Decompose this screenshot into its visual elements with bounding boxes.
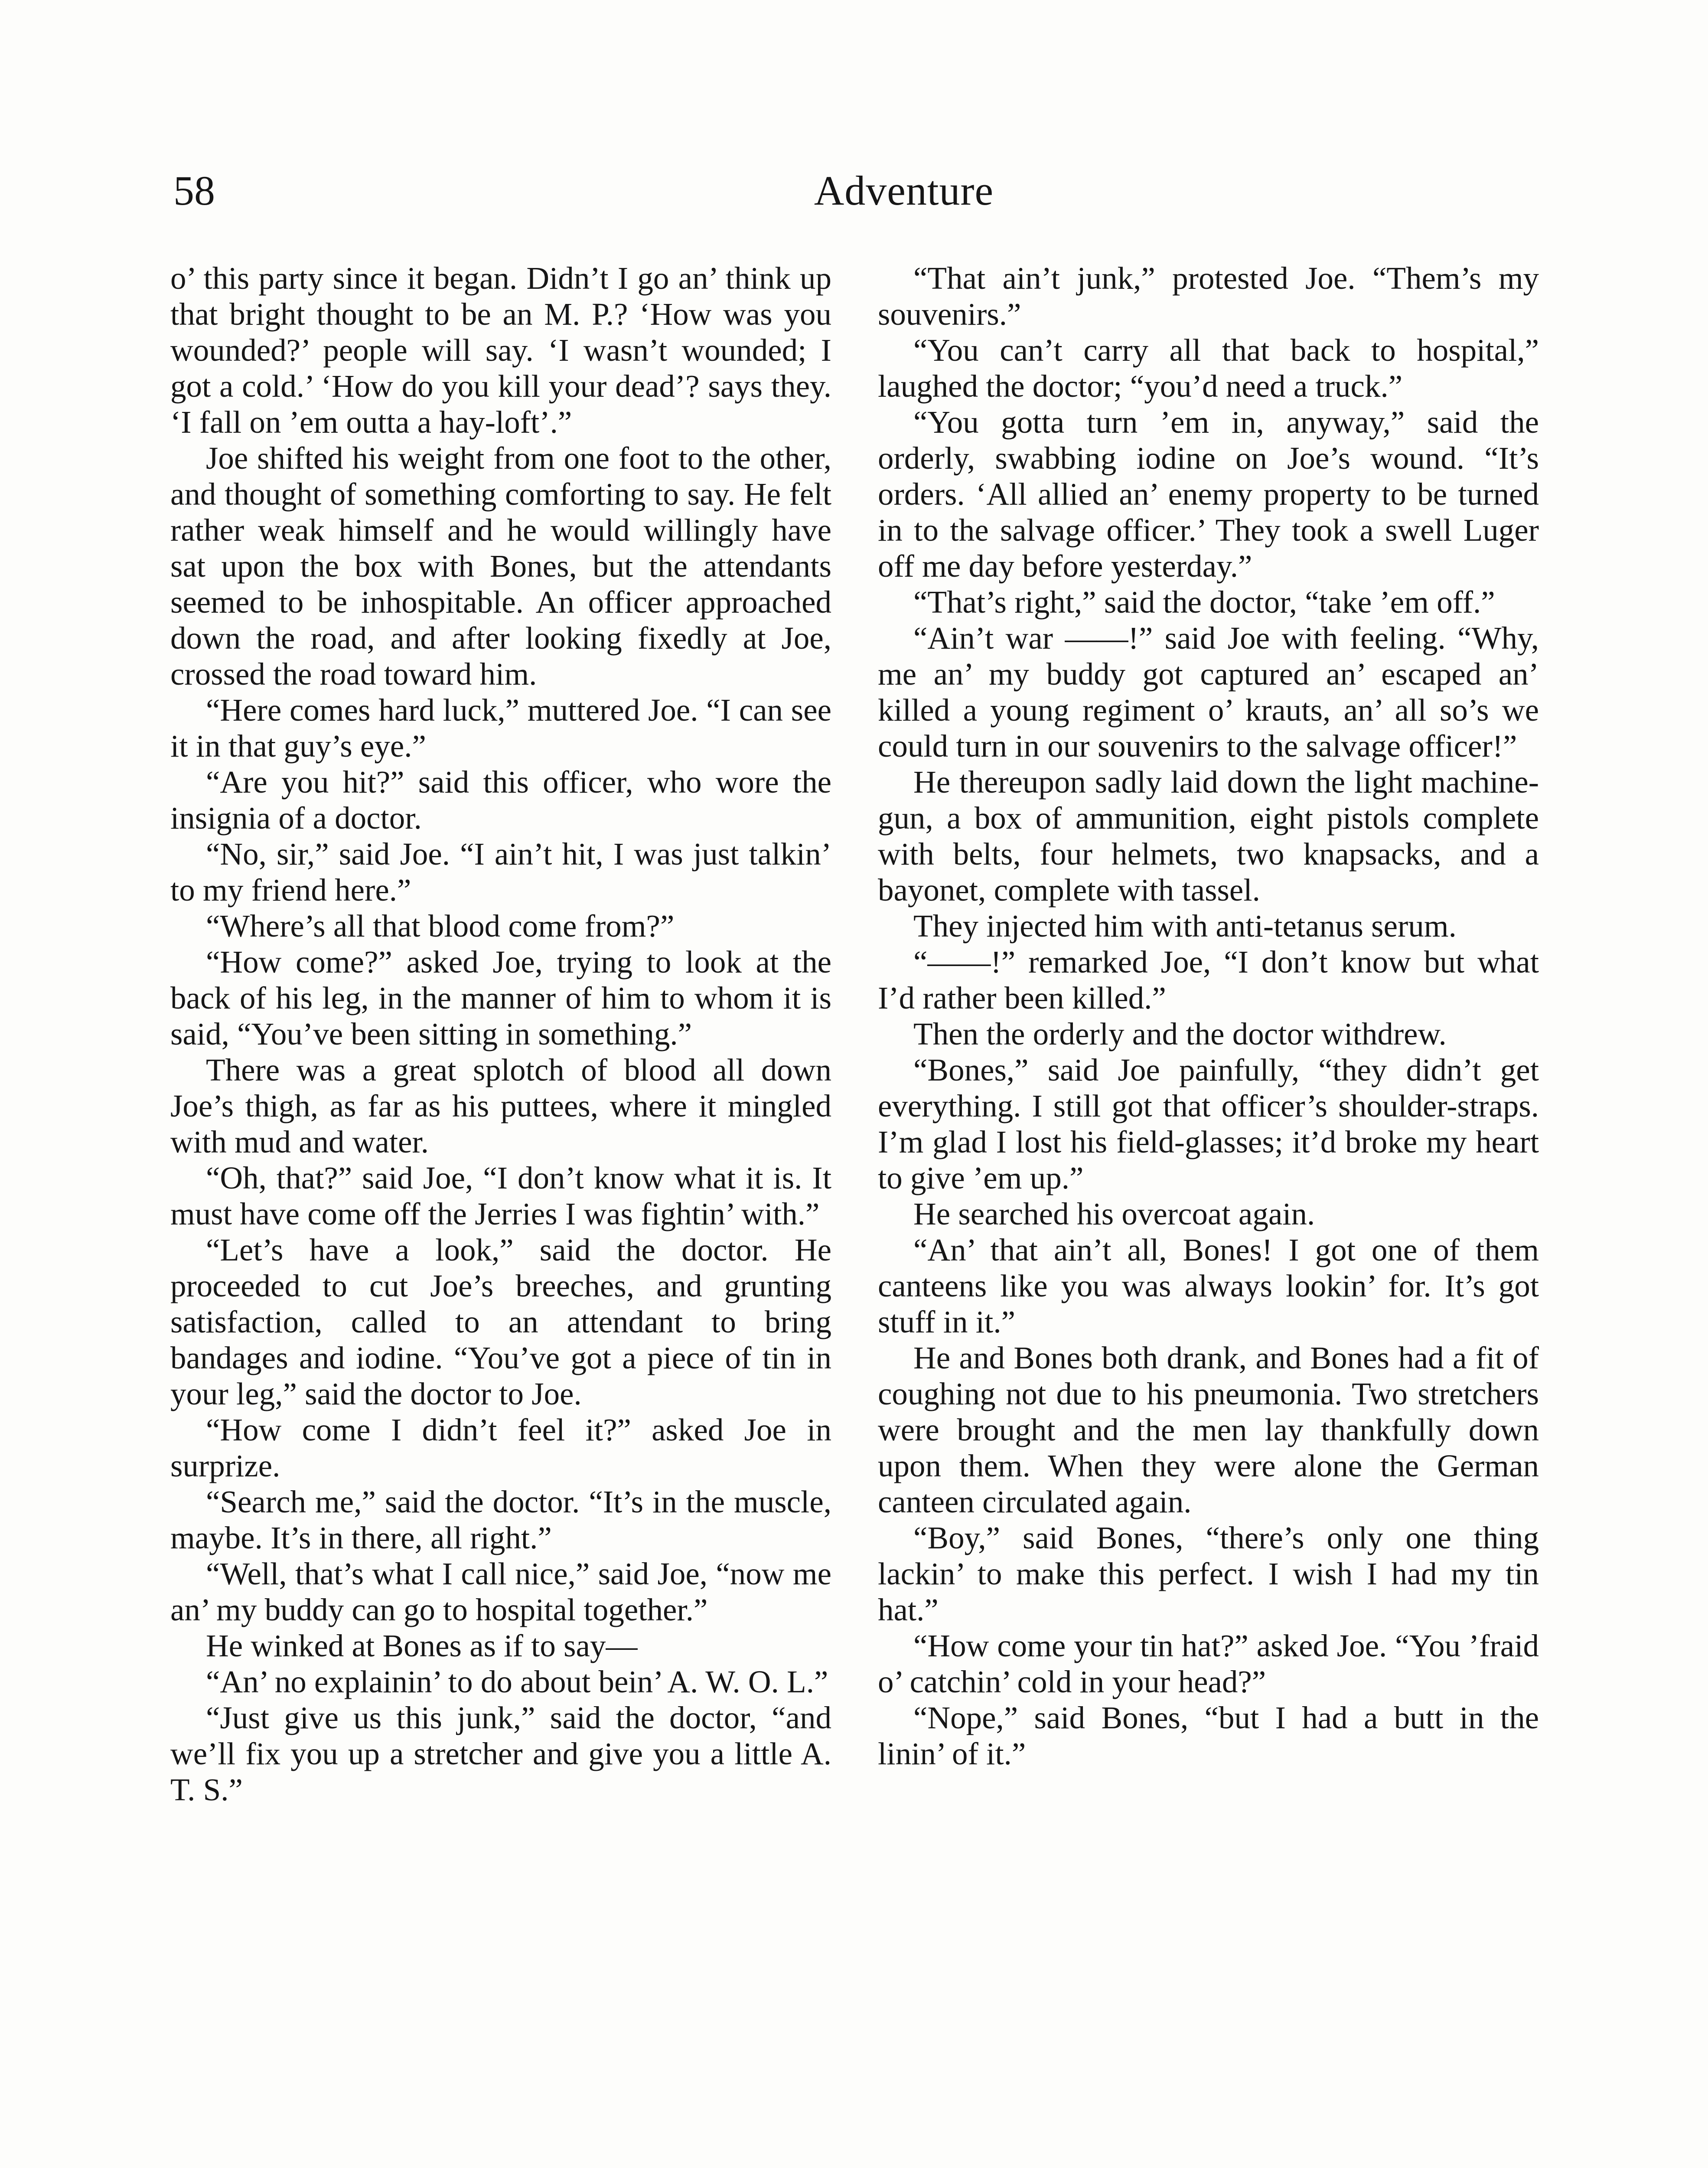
- page-number: 58: [173, 167, 215, 214]
- paragraph: “Are you hit?” said this officer, who wore the insignia of a doctor.: [170, 764, 831, 836]
- paragraph: He thereupon sadly laid down the light machine-gun, a box of ammunition, eight pistols complete with belts, four helmets, two knapsacks, and a bayonet, complete with tassel.: [878, 764, 1539, 908]
- paragraph: o’ this party since it began. Didn’t I go an’ think up that bright thought to be an M. P.? ‘How was you wounded?’ people will say. ‘I wasn’t wounded; I got a cold.’ ‘How do you kill your dead’? says they. ‘I fall on ’em outta a hay-loft’.”: [170, 261, 831, 440]
- paragraph: “An’ no explainin’ to do about bein’ A. W. O. L.”: [206, 1664, 828, 1699]
- paragraph: “Oh, that?” said Joe, “I don’t know what it is. It must have come off the Jerries I was fightin’ with.”: [170, 1160, 831, 1231]
- paragraph: “Ain’t war ——!” said Joe with feeling. “Why, me an’ my buddy got captured an’ escaped an’ killed a young regiment o’ krauts, an’ all so’s we could turn in our souvenirs to the salvage officer!”: [878, 620, 1539, 764]
- paragraph: “You gotta turn ’em in, anyway,” said the orderly, swabbing iodine on Joe’s wound. “It’s orders. ‘All allied an’ enemy property to be turned in to the salvage officer.’ They took a swell Luger off me day before yesterday.”: [878, 405, 1539, 584]
- foliage-ornament-icon: [460, 2164, 1261, 2168]
- paragraph: “That ain’t junk,” protested Joe. “Them’s my souvenirs.”: [878, 261, 1539, 332]
- paragraph: “Here comes hard luck,” muttered Joe. “I can see it in that guy’s eye.”: [170, 692, 831, 764]
- paragraph: “Nope,” said Bones, “but I had a butt in the linin’ of it.”: [878, 1700, 1539, 1771]
- paragraph: There was a great splotch of blood all down Joe’s thigh, as far as his puttees, where it mingled with mud and water.: [170, 1052, 831, 1159]
- paragraph: “Just give us this junk,” said the doctor, “and we’ll fix you up a stretcher and give you a little A. T. S.”: [170, 1700, 831, 1807]
- paragraph: “Let’s have a look,” said the doctor. He proceeded to cut Joe’s breeches, and grunting satisfaction, called to an attendant to bring bandages and iodine. “You’ve got a piece of tin in your leg,” said the doctor to Joe.: [170, 1232, 831, 1411]
- paragraph: “Bones,” said Joe painfully, “they didn’t get everything. I still got that officer’s shoulder-straps. I’m glad I lost his field-glasses; it’d broke my heart to give ’em up.”: [878, 1052, 1539, 1195]
- paragraph: They injected him with anti-tetanus serum.: [913, 908, 1457, 944]
- paragraph: “No, sir,” said Joe. “I ain’t hit, I was just talkin’ to my friend here.”: [170, 836, 831, 908]
- paragraph: “How come I didn’t feel it?” asked Joe in surprize.: [170, 1412, 831, 1483]
- paragraph: “You can’t carry all that back to hospital,” laughed the doctor; “you’d need a truck.”: [878, 333, 1539, 404]
- paragraph: “That’s right,” said the doctor, “take ’em off.”: [913, 584, 1495, 620]
- paragraph: He and Bones both drank, and Bones had a fit of coughing not due to his pneumonia. Two stretchers were brought and the men lay thankfully down upon them. When they were alone the German canteen circulated again.: [878, 1340, 1539, 1519]
- paragraph: “How come?” asked Joe, trying to look at the back of his leg, in the manner of him to whom it is said, “You’ve been sitting in something.”: [170, 944, 831, 1051]
- paragraph: “Well, that’s what I call nice,” said Joe, “now me an’ my buddy can go to hospital together.”: [170, 1556, 831, 1627]
- paragraph: “Search me,” said the doctor. “It’s in the muscle, maybe. It’s in there, all right.”: [170, 1484, 831, 1555]
- paragraph: “How come your tin hat?” asked Joe. “You ’fraid o’ catchin’ cold in your head?”: [878, 1628, 1539, 1699]
- paragraph: “Where’s all that blood come from?”: [206, 908, 675, 944]
- paragraph: “An’ that ain’t all, Bones! I got one of them canteens like you was always lookin’ for. It’s got stuff in it.”: [878, 1232, 1539, 1339]
- paragraph: “——!” remarked Joe, “I don’t know but what I’d rather been killed.”: [878, 944, 1539, 1015]
- paragraph: “Boy,” said Bones, “there’s only one thing lackin’ to make this perfect. I wish I had my tin hat.”: [878, 1520, 1539, 1627]
- paragraph: Then the orderly and the doctor withdrew.: [913, 1016, 1447, 1051]
- text-column-right: [878, 260, 1539, 1772]
- paragraph: He searched his overcoat again.: [913, 1196, 1315, 1231]
- paragraph: He winked at Bones as if to say—: [206, 1628, 638, 1663]
- paragraph: Joe shifted his weight from one foot to the other, and thought of something comforting to say. He felt rather weak himself and he would willingly have sat upon the box with Bones, but the attendants seemed to be inhospitable. An officer approached down the road, and after looking fixedly at Joe, crossed the road toward him.: [170, 441, 831, 692]
- text-column-left: [170, 260, 831, 1808]
- running-head: Adventure: [814, 167, 994, 214]
